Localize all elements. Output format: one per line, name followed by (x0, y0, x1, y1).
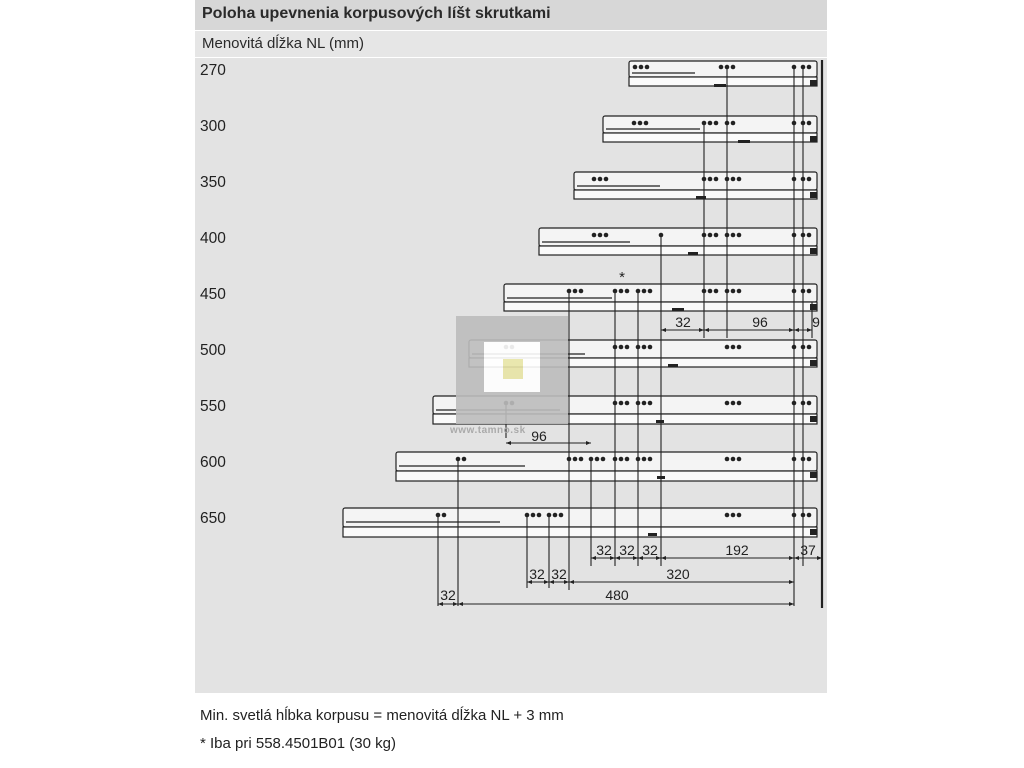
dim-450-32: 32 (675, 314, 691, 330)
column-header-nl: Menovitá dĺžka NL (mm) (202, 35, 364, 52)
row-label-350: 350 (200, 174, 226, 191)
dim-bottom-192: 192 (725, 542, 749, 558)
rail-300 (603, 116, 817, 142)
dim-mid-32-b: 32 (551, 566, 567, 582)
rail-600 (396, 452, 817, 481)
rail-350 (574, 172, 817, 199)
rail-400 (539, 228, 817, 255)
page-title: Poloha upevnenia korpusových líšt skrutkami (202, 5, 551, 22)
watermark-logo-inner (484, 342, 540, 392)
footnote-asterisk: * Iba pri 558.4501B01 (30 kg) (200, 735, 396, 752)
row-label-500: 500 (200, 342, 226, 359)
rail-270 (629, 61, 817, 86)
row-label-650: 650 (200, 510, 226, 527)
dim-bottom-37: 37 (800, 542, 816, 558)
row-label-300: 300 (200, 118, 226, 135)
dim-450-9: 9 (812, 314, 820, 330)
dim-mid-32-a: 32 (529, 566, 545, 582)
row-label-550: 550 (200, 398, 226, 415)
dim-450-96: 96 (752, 314, 768, 330)
dim-550-96: 96 (531, 428, 547, 444)
asterisk-marker: * (619, 269, 625, 286)
row-label-270: 270 (200, 62, 226, 79)
dim-bottom-32-b: 32 (619, 542, 635, 558)
row-label-400: 400 (200, 230, 226, 247)
watermark-logo (456, 316, 568, 424)
dim-low-480: 480 (605, 587, 629, 603)
row-label-600: 600 (200, 454, 226, 471)
dim-bottom-32-a: 32 (596, 542, 612, 558)
rails (343, 61, 817, 537)
row-label-450: 450 (200, 286, 226, 303)
watermark-text: www.tamno.sk (450, 425, 526, 436)
watermark-logo-dot (503, 359, 523, 379)
footnote-min-depth: Min. svetlá hĺbka korpusu = menovitá dĺžka NL + 3 mm (200, 707, 564, 724)
dim-bottom-32-c: 32 (642, 542, 658, 558)
dim-low-32: 32 (440, 587, 456, 603)
dim-mid-320: 320 (666, 566, 690, 582)
rail-650 (343, 508, 817, 537)
